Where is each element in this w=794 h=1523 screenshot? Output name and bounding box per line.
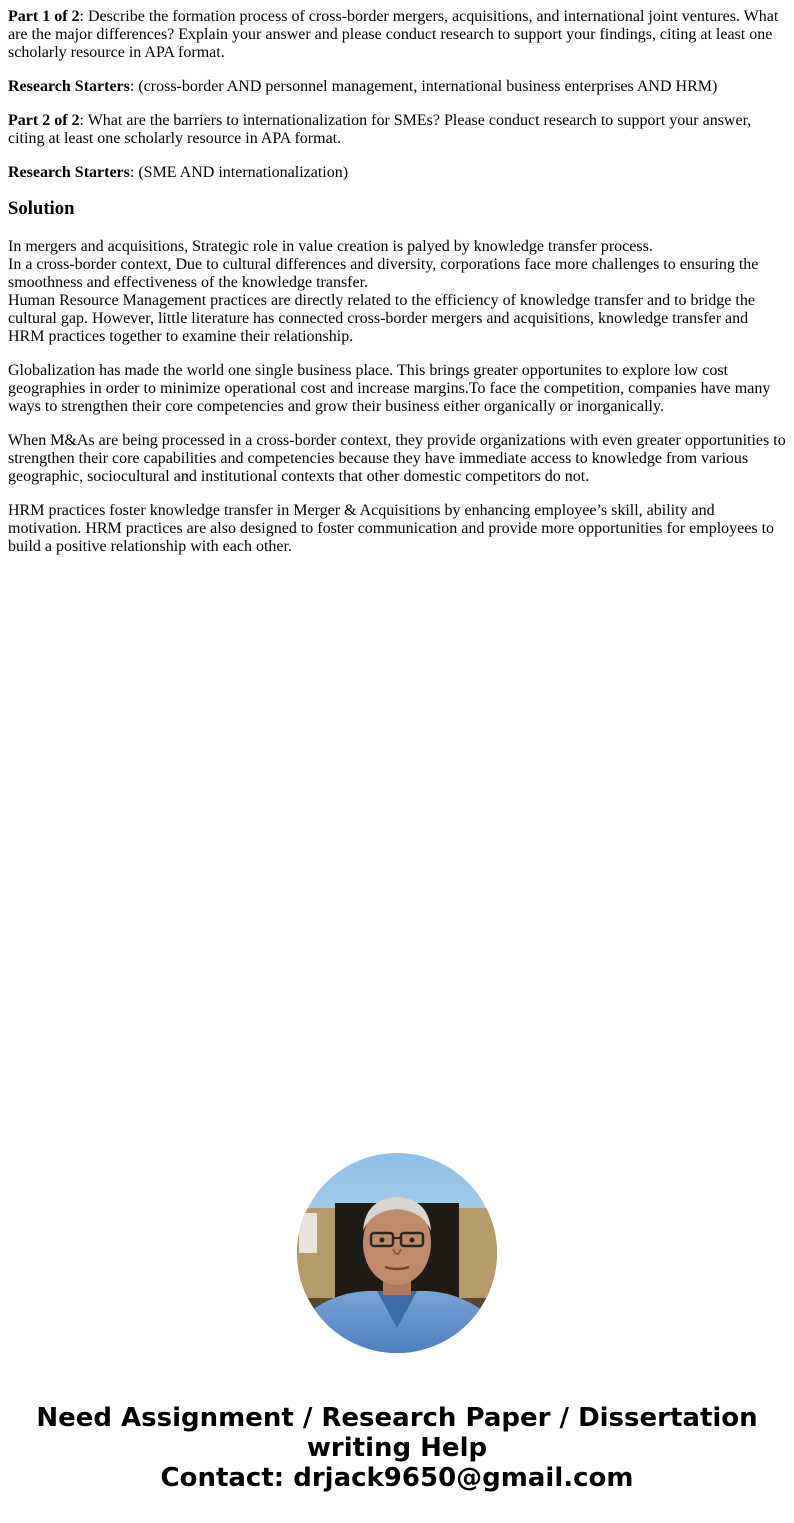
solution-line: Human Resource Management practices are directly related to the efficiency of knowledge transfer and to bridge the cultural gap. However, little literature has connected cross-border mergers and acquisitions, knowledge transfer and HRM practices together to examine their relationship. (8, 292, 755, 345)
author-avatar (297, 1153, 497, 1353)
document-content (8, 8, 786, 572)
cta-line: writing Help (306, 1433, 488, 1463)
cta-line: Need Assignment / Research Paper / Dissertation (36, 1403, 758, 1433)
solution-paragraph-4: HRM practices foster knowledge transfer in Merger & Acquisitions by enhancing employee’s skill, ability and motivation. HRM practices are also designed to foster communication and provide more opportunities for employees to build a positive relationship with each other. (8, 502, 775, 555)
solution-paragraph-3: When M&As are being processed in a cross-border context, they provide organizations with even greater opportunities to strengthen their core capabilities and competencies because they have immediate access to knowledge from various geographic, sociocultural and institutional contexts that other domestic competitors do not. (8, 432, 786, 485)
research-starters-label: Research Starters (8, 164, 130, 181)
contact-banner (0, 1403, 794, 1493)
solution-heading: Solution (8, 198, 75, 219)
research-starters-1 (8, 78, 786, 96)
solution-line: In a cross-border context, Due to cultural differences and diversity, corporations face more challenges to ensuring the smoothness and effectiveness of the knowledge transfer. (8, 256, 759, 291)
question-part-2 (8, 112, 786, 148)
research-starters-text: : (cross-border AND personnel management, international business enterprises AND HRM) (129, 78, 718, 95)
solution-line: In mergers and acquisitions, Strategic role in value creation is palyed by knowledge transfer process. (8, 238, 653, 255)
research-starters-2 (8, 164, 786, 182)
question-part-1 (8, 8, 786, 62)
question-text: : Describe the formation process of cross-border mergers, acquisitions, and international joint ventures. What are the major differences? Explain your answer and please conduct research to support your findings, citing at least one scholarly resource in APA format. (8, 8, 779, 61)
question-label: Part 1 of 2 (8, 8, 80, 25)
research-starters-text: : (SME AND internationalization) (129, 164, 349, 181)
solution-paragraph-1 (8, 238, 786, 346)
question-label: Part 2 of 2 (8, 112, 80, 129)
solution-paragraph-2: Globalization has made the world one single business place. This brings greater opportunites to explore low cost geographies in order to minimize operational cost and increase margins.To face the competition, companies have many ways to strengthen their core competencies and grow their business either organically or inorganically. (8, 362, 771, 415)
cta-contact-email: Contact: drjack9650@gmail.com (160, 1463, 634, 1493)
question-text: : What are the barriers to internationalization for SMEs? Please conduct research to support your answer, citing at least one scholarly resource in APA format. (8, 112, 752, 147)
research-starters-label: Research Starters (8, 78, 130, 95)
